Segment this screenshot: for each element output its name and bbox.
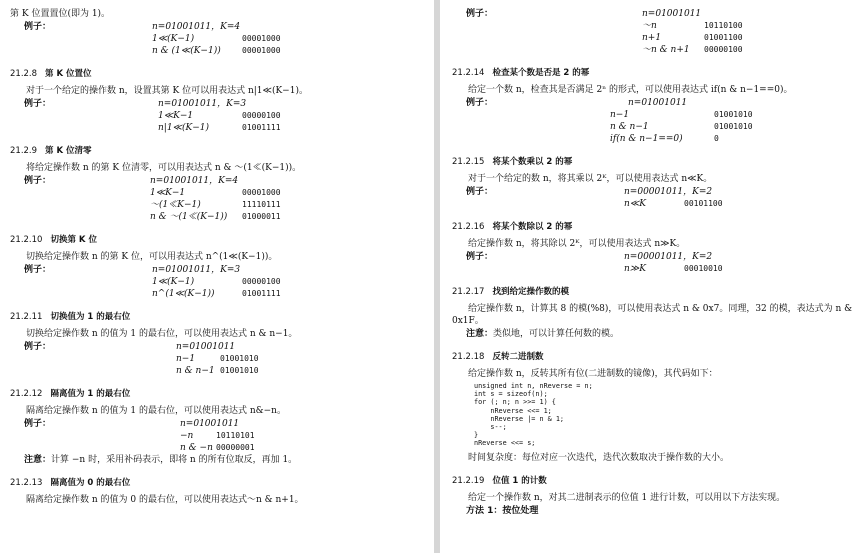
section-number: 21.2.17	[452, 287, 485, 297]
example-expr: ～(1≪K−1)	[150, 200, 201, 210]
section-21-2-15	[452, 156, 861, 210]
example-expr: n^(1≪(K−1))	[152, 289, 215, 299]
section-text: 给定操作数 n，将其除以 2ᴷ，可以使用表达式 n≫K。	[468, 239, 686, 249]
example-expr: n|1≪(K−1)	[158, 123, 209, 133]
right-page	[440, 0, 867, 553]
example-expr: n−1	[610, 110, 630, 120]
example-expr: 1≪K−1	[150, 188, 186, 198]
example-label: 例子：	[466, 252, 494, 262]
example-expr: n & ～(1≪(K−1))	[150, 212, 228, 222]
example-expr: 1≪K−1	[158, 111, 194, 121]
section-21-2-18	[452, 351, 861, 464]
example-value: 0	[714, 134, 719, 143]
example-value: 01001010	[714, 122, 753, 131]
example-value: 01001010	[220, 354, 259, 363]
intro-example	[10, 21, 424, 57]
example-expr: n=01001011，K=3	[158, 99, 247, 109]
section-title: 反转二进制数	[492, 352, 544, 362]
section-text: 将给定操作数 n 的第 K 位清零，可以用表达式 n & ～(1≪(K−1))。	[26, 163, 302, 173]
example-expr: n≫K	[624, 264, 646, 274]
example-value: 00000100	[704, 45, 743, 54]
section-21-2-13	[10, 477, 424, 506]
section-21-2-12	[10, 388, 424, 466]
section-21-2-8	[10, 68, 424, 134]
section-number: 21.2.16	[452, 222, 485, 232]
section-21-2-11	[10, 311, 424, 377]
section-number: 21.2.10	[10, 235, 43, 245]
example-label: 例子：	[24, 176, 52, 186]
example-expr: ～n	[642, 21, 657, 31]
example-expr: n=01001011	[180, 419, 240, 429]
example-expr: ～n & n+1	[642, 45, 690, 55]
example-expr: n=01001011，K=4	[152, 22, 241, 32]
example-expr: n & (1≪(K−1))	[152, 46, 221, 56]
section-title: 检查某个数是否是 2 的幂	[492, 68, 590, 78]
example-expr: n=00001011，K=2	[624, 187, 713, 197]
example-expr: n & n−1	[176, 366, 215, 376]
section-title: 第 K 位清零	[45, 146, 92, 156]
code-line: }	[474, 431, 479, 440]
section-number: 21.2.12	[10, 389, 43, 399]
code-line: int s = sizeof(n);	[474, 390, 548, 399]
example-value: 00001000	[242, 34, 281, 43]
example-expr: −n	[180, 431, 194, 441]
example-label: 例子：	[24, 99, 52, 109]
section-21-2-9	[10, 145, 424, 223]
intro-line: 第 K 位置置位(即为 1)。	[10, 9, 111, 19]
code-line: nReverse <<= 1;	[474, 406, 552, 415]
section-number: 21.2.14	[452, 68, 485, 78]
example-value: 01001010	[714, 110, 753, 119]
section-title: 位值 1 的计数	[492, 475, 547, 486]
section-number: 21.2.18	[452, 352, 485, 362]
example-label: 例子：	[24, 342, 52, 352]
example-label: 例子：	[466, 9, 494, 19]
example-expr: n=01001011	[642, 9, 702, 19]
example-expr: n≪K	[624, 199, 646, 209]
example-expr: n=00001011，K=2	[624, 252, 713, 262]
section-21-2-16	[452, 221, 861, 275]
example-value: 00001000	[242, 188, 281, 197]
code-line: for (; n; n >>= 1) {	[474, 398, 556, 407]
section-text: 给定一个操作数 n，对其二进制表示的位值 1 进行计数，可以用以下方法实现。	[468, 492, 786, 503]
section-number: 21.2.13	[10, 478, 43, 488]
section-number: 21.2.19	[452, 475, 485, 486]
example-value: 00010010	[684, 264, 723, 273]
top-example	[452, 8, 861, 56]
section-21-2-14	[452, 67, 861, 145]
example-value: 00000001	[216, 443, 255, 452]
example-expr: n & n−1	[610, 122, 649, 132]
example-expr: if(n & n−1==0)	[610, 134, 683, 144]
note-label: 注意：	[24, 455, 52, 465]
section-title: 隔离值为 1 的最右位	[50, 389, 131, 399]
example-value: 01001010	[220, 366, 259, 375]
section-text: 给定操作数 n，计算其 8 的模(%8)，可以使用表达式 n & 0x7。同理，32 的模，表达式为 n & 0x1F。	[452, 304, 853, 326]
note	[24, 454, 424, 466]
example-expr: n & −n	[180, 443, 213, 453]
note	[466, 328, 861, 340]
code-line: unsigned int n, nReverse = n;	[474, 382, 593, 390]
example-value: 00000100	[242, 277, 281, 286]
note-text: 类似地，可以计算任何数的模。	[493, 329, 620, 339]
section-title: 将某个数除以 2 的幂	[492, 222, 573, 232]
section-title: 隔离值为 0 的最右位	[50, 478, 131, 488]
example-value: 01001111	[242, 123, 281, 132]
section-21-2-19	[452, 475, 861, 517]
code-line: nReverse <<= s;	[474, 439, 536, 448]
example-label: 例子：	[24, 265, 52, 275]
example-value: 01001111	[242, 289, 281, 298]
example-expr: n−1	[176, 354, 196, 364]
example-label: 例子：	[24, 22, 52, 32]
section-text: 对于一个给定的操作数 n，设置其第 K 位可以用表达式 n|1≪(K−1)。	[26, 86, 308, 96]
example-value: 10110100	[704, 21, 743, 30]
section-title: 找到给定操作数的模	[492, 287, 569, 297]
section-title: 切换第 K 位	[50, 235, 97, 245]
code-line: s--;	[474, 423, 507, 432]
note-text: 计算 −n 时，采用补码表示，即将 n 的所有位取反，再加 1。	[51, 455, 298, 465]
section-text: 对于一个给定的数 n，将其乘以 2ᴷ，可以使用表达式 n≪K。	[468, 174, 713, 184]
example-expr: n=01001011，K=3	[152, 265, 241, 275]
code-block	[474, 382, 861, 448]
section-title: 将某个数乘以 2 的幂	[492, 157, 573, 167]
example-expr: n+1	[642, 33, 662, 43]
method-heading: 方法 1：按位处理	[466, 505, 539, 516]
section-text: 切换给定操作数 n 的第 K 位，可以用表达式 n^(1≪(K−1))。	[26, 252, 278, 262]
example-value: 10110101	[216, 431, 255, 440]
code-line: nReverse |= n & 1;	[474, 414, 565, 423]
example-value: 00000100	[242, 111, 281, 120]
example-expr: n=01001011	[176, 342, 236, 352]
section-text: 给定操作数 n，反转其所有位(二进制数的镜像)，其代码如下：	[468, 369, 718, 379]
section-number: 21.2.8	[10, 69, 38, 79]
section-21-2-17	[452, 286, 861, 340]
example-value: 00001000	[242, 46, 281, 55]
example-expr: 1≪(K−1)	[152, 277, 195, 287]
example-label: 例子：	[466, 187, 494, 197]
section-21-2-10	[10, 234, 424, 300]
example-value: 01001100	[704, 33, 743, 42]
example-value: 11110111	[242, 200, 281, 209]
section-number: 21.2.9	[10, 146, 38, 156]
example-label: 例子：	[466, 98, 494, 108]
section-text-after: 时间复杂度：每位对应一次迭代，迭代次数取决于操作数的大小。	[468, 452, 730, 463]
section-title: 第 K 位置位	[45, 69, 92, 79]
example-expr: n=01001011	[628, 98, 688, 108]
section-text: 切换给定操作数 n 的值为 1 的最右位，可以使用表达式 n & n−1。	[26, 329, 298, 339]
note-label: 注意：	[466, 329, 494, 339]
section-title: 切换值为 1 的最右位	[50, 312, 131, 322]
section-text: 隔离给定操作数 n 的值为 1 的最右位，可以使用表达式 n&−n。	[26, 406, 286, 416]
example-expr: 1≪(K−1)	[152, 34, 195, 44]
example-value: 00101100	[684, 199, 723, 208]
section-text: 隔离给定操作数 n 的值为 0 的最右位，可以使用表达式～n & n+1。	[26, 495, 304, 505]
section-number: 21.2.11	[10, 312, 43, 322]
section-text: 给定一个数 n，检查其是否满足 2ⁿ 的形式，可以使用表达式 if(n & n−1==0)。	[468, 85, 793, 95]
example-label: 例子：	[24, 419, 52, 429]
section-number: 21.2.15	[452, 157, 485, 167]
example-value: 01000011	[242, 212, 281, 221]
example-expr: n=01001011，K=4	[150, 176, 239, 186]
